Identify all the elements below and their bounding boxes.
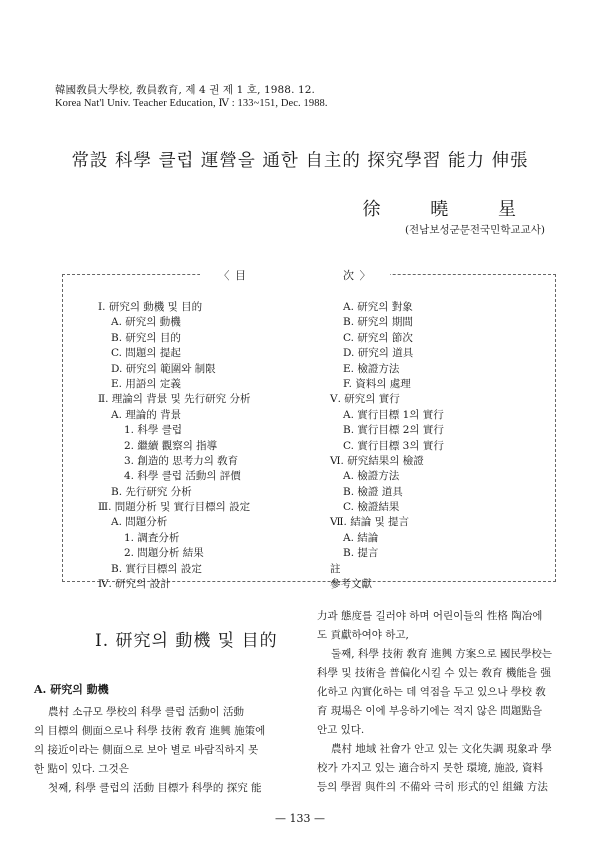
toc-entry: B. 實行目標의 設定 xyxy=(111,562,202,575)
toc-left-column xyxy=(98,300,250,592)
toc-entry: 2. 繼續 觀察의 指導 xyxy=(124,439,218,452)
toc-entry: D. 研究의 範圍와 制限 xyxy=(111,362,216,375)
toc-entry: D. 研究의 道具 xyxy=(343,347,414,360)
toc-entry: 4. 科學 클럽 活動의 評價 xyxy=(124,470,241,483)
toc-right-column xyxy=(330,300,444,592)
body-line: 의 接近이라는 側面으로 보아 별로 바람직하지 못 xyxy=(34,744,259,756)
toc-entry: C. 問題의 提起 xyxy=(111,347,181,360)
author-name: 徐 曉 星 xyxy=(362,199,538,220)
toc-entry: A. 研究의 動機 xyxy=(111,316,181,329)
page-number: — 133 — xyxy=(275,812,325,825)
body-line: 科學 및 技術을 普偏化시킬 수 있는 敎育 機能을 强 xyxy=(317,667,551,679)
body-line: 첫째, 科學 클럽의 活動 目標가 科學的 探究 能 xyxy=(48,782,262,794)
toc-entry: B. 提言 xyxy=(343,547,379,560)
toc-entry: B. 實行目標 2의 實行 xyxy=(343,424,444,437)
body-line: 校가 가지고 있는 適合하지 못한 環境, 施設, 資料 xyxy=(317,762,543,774)
toc-heading: 〈 目 次 〉 xyxy=(200,267,390,283)
body-line: 農村 地域 社會가 안고 있는 文化失調 現象과 學 xyxy=(331,743,552,755)
toc-entry: A. 結論 xyxy=(343,531,379,544)
toc-entry: 1. 調査分析 xyxy=(124,531,180,544)
toc-entry: E. 用語의 定義 xyxy=(111,377,181,390)
toc-entry: C. 研究의 節次 xyxy=(343,331,413,344)
toc-entry: Ⅳ. 研究의 設計 xyxy=(98,578,171,591)
body-line: 力과 態度를 길러야 하며 어린이들의 性格 陶冶에 xyxy=(317,610,543,622)
journal-citation-korean: 韓國敎員大學校, 敎員敎育, 제 4 권 제 1 호, 1988. 12. xyxy=(55,84,315,96)
toc-entry: F. 資料의 處理 xyxy=(343,377,411,390)
toc-entry: A. 實行目標 1의 實行 xyxy=(343,408,444,421)
toc-entry: A. 問題分析 xyxy=(111,516,168,529)
paper-title: 常設 科學 클럽 運營을 通한 自主的 探究學習 能力 伸張 xyxy=(71,151,529,171)
author-affiliation: (전남보성군문전국민학교교사) xyxy=(404,224,545,236)
toc-entry: A. 檢證方法 xyxy=(343,470,400,483)
toc-entry: B. 研究의 期間 xyxy=(343,316,413,329)
toc-entry: 註 xyxy=(330,562,341,575)
toc-entry: Ⅲ. 問題分析 및 實行目標의 設定 xyxy=(98,501,251,514)
body-line: 둘째, 科學 技術 敎育 進興 方案으로 國民學校는 xyxy=(331,648,553,660)
toc-entry: 3. 創造的 思考力의 敎育 xyxy=(124,454,239,467)
toc-entry: Ⅰ. 研究의 動機 및 目的 xyxy=(98,301,203,313)
body-line: 化하고 內實化하는 데 역점을 두고 있으나 學校 敎 xyxy=(317,686,546,698)
toc-entry: Ⅵ. 研究結果의 檢證 xyxy=(330,454,424,467)
subsection-title: A. 研究의 動機 xyxy=(34,683,109,696)
body-left-column xyxy=(34,703,281,798)
body-line: 育 現場은 이에 부응하기에는 적지 않은 問題點을 xyxy=(317,705,543,717)
toc-entry: 參考文獻 xyxy=(330,578,372,591)
section-title: Ⅰ. 研究의 動機 및 目的 xyxy=(95,631,278,651)
toc-entry: A. 研究의 對象 xyxy=(343,301,413,313)
toc-entry: B. 先行研究 分析 xyxy=(111,485,192,498)
toc-entry: Ⅱ. 理論의 背景 및 先行研究 分析 xyxy=(98,393,251,406)
toc-entry: 2. 問題分析 結果 xyxy=(124,547,204,560)
toc-entry: C. 檢證結果 xyxy=(343,501,400,514)
toc-entry: Ⅶ. 結論 및 提言 xyxy=(330,516,410,529)
body-line: 한 點이 있다. 그것은 xyxy=(34,763,129,775)
toc-entry: A. 理論的 背景 xyxy=(111,408,182,421)
toc-entry: B. 研究의 目的 xyxy=(111,331,181,344)
toc-entry: 1. 科學 클럽 xyxy=(124,424,182,437)
toc-entry: C. 實行目標 3의 實行 xyxy=(343,439,444,452)
toc-entry: Ⅴ. 研究의 實行 xyxy=(330,393,400,406)
body-line: 도 貢獻하여야 하고, xyxy=(317,629,409,641)
body-line: 등의 學習 與件의 不備와 극히 形式的인 組織 方法 xyxy=(317,781,548,793)
toc-entry: B. 檢證 道具 xyxy=(343,485,403,498)
body-line: 안고 있다. xyxy=(317,724,365,736)
body-line: 의 目標의 側面으로나 科學 技術 敎育 進興 施策에 xyxy=(34,725,266,737)
body-right-column xyxy=(317,607,567,797)
journal-citation-english: Korea Nat'l Univ. Teacher Education, Ⅳ : 133~151, Dec. 1988. xyxy=(55,98,328,109)
body-line: 農村 소규모 學校의 科學 클럽 活動이 活動 xyxy=(48,706,245,718)
toc-entry: E. 檢證方法 xyxy=(343,362,400,375)
